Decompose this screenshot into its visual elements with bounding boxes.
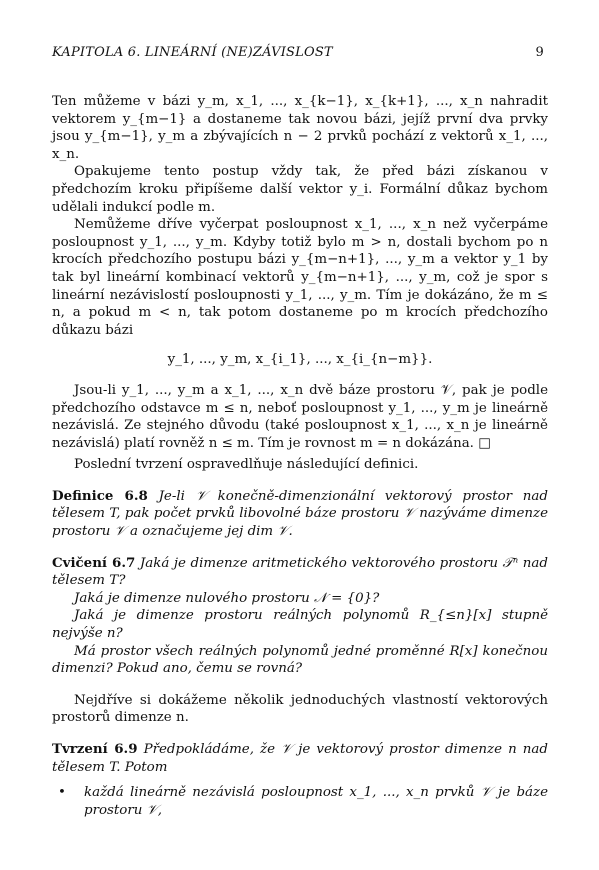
running-header [52,44,548,61]
exercise-line-3: Jaká je dimenze prostoru reálných polynomů R_{≤n}[x] stupně nejvýše n? [52,608,548,642]
page-content [52,44,548,819]
exercise-line-1: Jaká je dimenze aritmetického vektorového prostoru 𝒯ⁿ nad tělesem T? [52,555,548,589]
exercise-block [52,555,548,590]
paragraph-5: Poslední tvrzení ospravedlňuje následující definici. [74,457,419,473]
display-equation: y_1, ..., y_m, x_{i_1}, ..., x_{i_{n−m}}. [167,352,433,368]
exercise-line-2: Jaká je dimenze nulového prostoru 𝒩 = {0}? [74,590,380,606]
proposition-text: Předpokládáme, že 𝒱 je vektorový prostor dimenze n nad tělesem T. Potom [52,742,548,775]
proposition-bullet-1 [52,784,548,819]
bullet-text: každá lineárně nezávislá posloupnost x_1, ..., x_n prvků 𝒱 je báze prostoru 𝒱, [84,785,548,818]
paragraph-4: Jsou-li y_1, ..., y_m a x_1, ..., x_n dvě báze prostoru 𝒱, pak je podle předchozího odstavce m ≤ n, neboť posloupnost y_1, ..., y_m je lineárně nezávislá. Ze stejného důvodu (také posloupnost x_1, ..., x_n je lineárně nezávislá) platí rovněž n ≤ m. Tím je rovnost m = n dokázána. □ [52,382,548,451]
definition-label: Definice 6.8 [52,487,148,504]
chapter-title: KAPITOLA 6. LINEÁRNÍ (NE)ZÁVISLOST [52,45,333,60]
page-number: 9 [535,45,544,60]
bullet-icon: • [58,785,66,801]
definition-text: Je-li 𝒱 konečně-dimenzionální vektorový prostor nad tělesem T, pak počet prvků libovolné báze prostoru 𝒱 nazýváme dimenze prostoru 𝒱 a označujeme jej dim 𝒱. [52,488,548,540]
exercise-label: Cvičení 6.7 [52,554,136,571]
paragraph-3: Nemůžeme dříve vyčerpat posloupnost x_1, ..., x_n než vyčerpáme posloupnost y_1, ..., y_m. Kdyby totiž bylo m > n, dostali bychom po n krocích předchozího postupu bázi y_{m−n+1}, ..., y_m a vektor y_1 by tak byl lineární kombinací vektorů y_{m−n+1}, ..., y_m, což je spor s lineární nezávislostí posloupnosti y_1, ..., y_m. Tím je dokázáno, že m ≤ n, a pokud m < n, tak potom dostaneme po m krocích předchozího důkazu bázi [52,217,548,338]
paragraph-2: Opakujeme tento postup vždy tak, že před bázi získanou v předchozím kroku připíšeme další vektor y_i. Formální důkaz bychom udělali indukcí podle m. [52,164,548,215]
exercise-line-4: Má prostor všech reálných polynomů jedné proměnné R[x] konečnou dimenzi? Pokud ano, čemu se rovná? [52,643,548,677]
paragraph-1: Ten můžeme v bázi y_m, x_1, ..., x_{k−1}, x_{k+1}, ..., x_n nahradit vektorem y_{m−1} a dostaneme tak novou bázi, jejíž první dva prvky jsou y_{m−1}, y_m a zbývajících n − 2 prvků pochází z vektorů x_1, ..., x_n. [52,94,548,162]
definition-block [52,488,548,541]
intro-paragraph: Nejdříve si dokážeme několik jednoduchých vlastností vektorových prostorů dimenze n. [52,692,548,726]
proposition-label: Tvrzení 6.9 [52,741,138,757]
proposition-block [52,741,548,776]
